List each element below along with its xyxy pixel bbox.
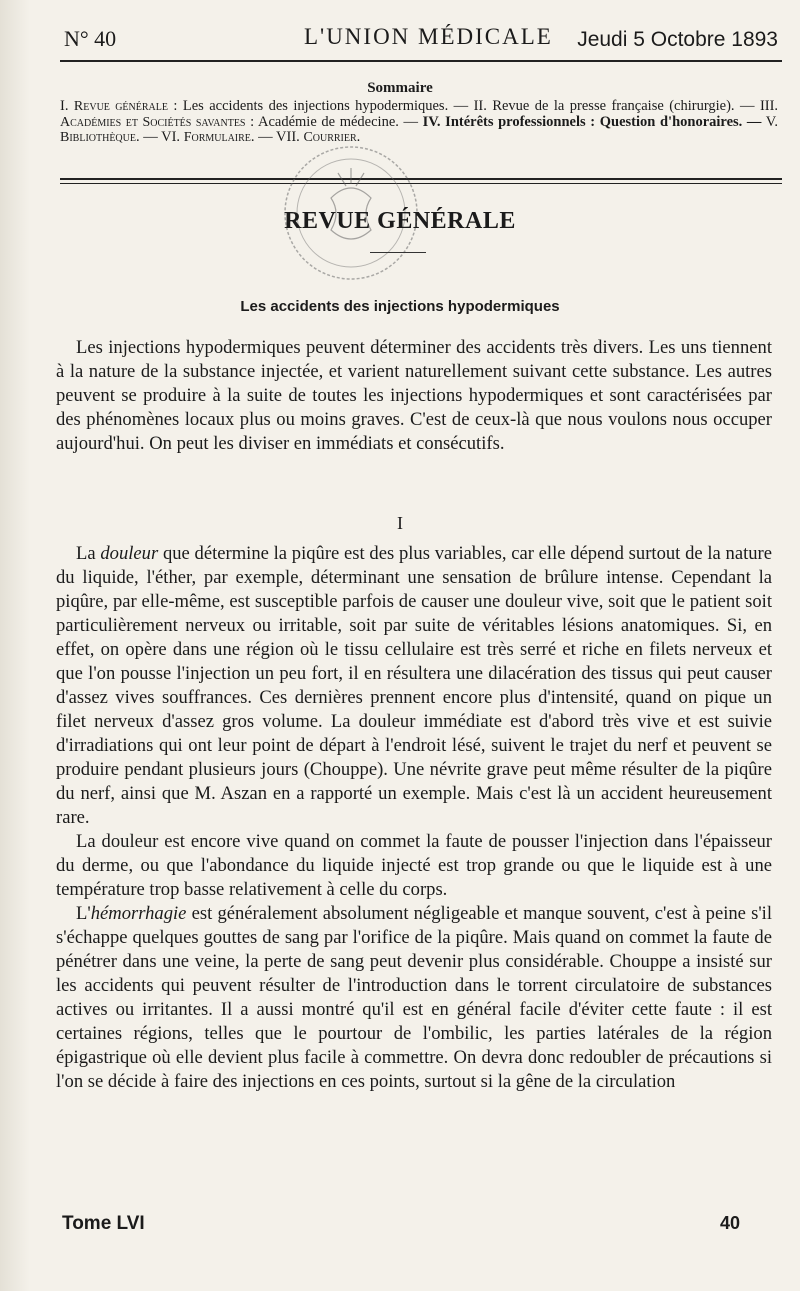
- summary-item: VII. Courrier.: [276, 129, 361, 145]
- summary-item: VI. Formulaire. —: [161, 129, 273, 145]
- summary-item: V. Bibliothèque. —: [60, 113, 779, 145]
- summary-item: III. Académies et Sociétés savantes : Académie de médecine. —: [60, 98, 779, 130]
- issue-number: N° 40: [64, 26, 117, 51]
- section-title: REVUE GÉNÉRALE: [284, 208, 516, 234]
- paragraph-hemorrhagie: L'hémorrhagie est généralement absolument négligeable et manque souvent, c'est à peine s'il s'échappe quelques gouttes de sang par l'orifice de la piqûre. Mais quand on commet la faute de pénétrer dans une veine, la perte de sang peut devenir plus considérable. Chouppe a insisté sur les accidents qui peuvent résulter de l'introduction dans le torrent circulatoire de substances actives ou irritantes. Il a aussi montré qu'il est en général facile d'éviter cette faute : il est certaines régions, telles que le pourtour de l'ombilic, les parties latérales de la région épigastrique où elle devient plus facile à commettre. On devra donc redoubler de précautions si l'on se décide à faire des injections en ces points, surtout si la gêne de la circulation: [56, 903, 772, 1092]
- running-header: [64, 22, 782, 58]
- summary-item: II. Revue de la presse française (chirurgie). —: [473, 98, 755, 114]
- summary-item: I. Revue générale : Les accidents des injections hypodermiques. —: [60, 98, 469, 114]
- title-ornament: [370, 252, 426, 253]
- article-title: Les accidents des injections hypodermiques: [240, 298, 560, 315]
- footer-volume: Tome LVI: [62, 1213, 145, 1234]
- intro-block: [56, 336, 772, 456]
- article-body: [56, 542, 772, 1094]
- paragraph-douleur-vive: La douleur est encore vive quand on commet la faute de pousser l'injection dans l'épaisseur du derme, ou que l'abondance du liquide injecté est trop grande ou que le liquide est à une température trop basse relativement à celle du corps.: [56, 831, 772, 900]
- page-edge-shadow: [0, 0, 30, 1291]
- paragraph-douleur: La douleur que détermine la piqûre est des plus variables, car elle dépend surtout de la nature du liquide, l'éther, par exemple, déterminant une sensation de brûlure intense. Cependant la piqûre, par elle-même, est susceptible parfois de causer une douleur vive, soit que le patient soit particulièrement nerveux ou irritable, soit par suite de véritables lésions anatomiques. Si, en effet, on opère dans une région où le tissu cellulaire est très serré et riche en filets nerveux et que l'on pousse l'injection un peu fort, il en résultera une dilacération des tissus qui peut causer d'assez vives souffrances. Ces dernières prennent encore plus d'intensité, quand on pique un filet nerveux d'assez gros volume. La douleur immédiate est d'abord très vive et est suivie d'irradiations qui ont leur point de départ à l'endroit lésé, suivent le trajet du nerf et peuvent se produire pendant plusieurs jours (Chouppe). Une névrite grave peut même résulter de la piqûre du nerf, ainsi que M. Aszan en a rapporté un exemple. Mais c'est là un accident heureusement rare.: [56, 543, 772, 828]
- summary-heading: Sommaire: [367, 80, 433, 96]
- section-numeral: I: [397, 513, 403, 533]
- journal-title: L'UNION MÉDICALE: [304, 24, 553, 49]
- header-rule: [60, 60, 782, 62]
- intro-paragraph: Les injections hypodermiques peuvent déterminer des accidents très divers. Les uns tiennent à la nature de la substance injectée, et varient naturellement suivant cette substance. Les autres peuvent se produire à la suite de toutes les injections hypodermiques et sont caractérisées par des phénomènes locaux plus ou moins graves. C'est de ceux-là que nous voulons nous occuper aujourd'hui. On peut les diviser en immédiats et consécutifs.: [56, 337, 772, 454]
- footer-page-number: 40: [719, 1213, 740, 1233]
- issue-date: Jeudi 5 Octobre 1893: [577, 28, 778, 51]
- summary-item: IV. Intérêts professionnels : Question d'honoraires. —: [422, 113, 762, 130]
